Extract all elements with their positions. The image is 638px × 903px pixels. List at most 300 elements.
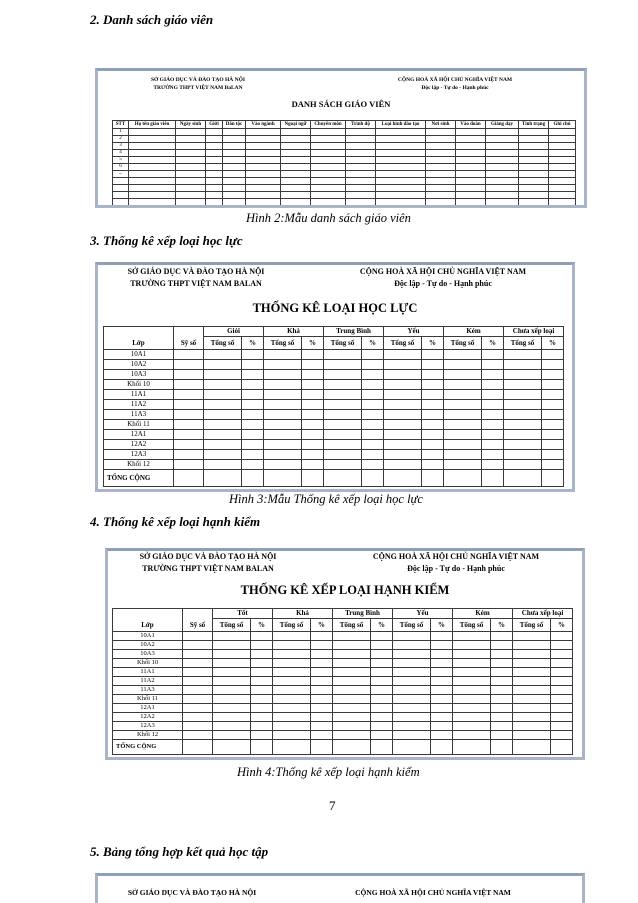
table-cell bbox=[213, 731, 251, 740]
table-row bbox=[113, 143, 576, 150]
table-cell bbox=[486, 192, 519, 199]
table-cell bbox=[281, 129, 311, 136]
table-row bbox=[113, 686, 573, 695]
table-cell bbox=[376, 150, 426, 157]
table-cell bbox=[223, 199, 246, 206]
table-cell bbox=[324, 460, 362, 470]
table-cell bbox=[456, 157, 486, 164]
table-cell bbox=[486, 178, 519, 185]
table-cell bbox=[246, 178, 281, 185]
table-cell bbox=[333, 713, 371, 722]
rank-group-header: Trung Bình bbox=[324, 327, 384, 337]
table-row bbox=[104, 350, 564, 360]
size-column-header: Sỹ số bbox=[183, 609, 213, 632]
table-cell bbox=[251, 677, 273, 686]
table-row bbox=[113, 632, 573, 641]
table-cell bbox=[174, 380, 204, 390]
table-cell bbox=[333, 632, 371, 641]
rank-group-header: Chưa xếp loại bbox=[504, 327, 564, 337]
table-cell bbox=[362, 430, 384, 440]
percent-subheader: % bbox=[482, 337, 504, 350]
table-cell bbox=[393, 650, 431, 659]
table-cell bbox=[273, 695, 311, 704]
table-cell bbox=[251, 731, 273, 740]
table-cell bbox=[242, 350, 264, 360]
class-label: 10A2 bbox=[113, 641, 183, 650]
table-cell bbox=[174, 470, 204, 487]
table-cell bbox=[223, 164, 246, 171]
class-label: Khối 12 bbox=[104, 460, 174, 470]
table-cell bbox=[482, 410, 504, 420]
table-cell bbox=[362, 440, 384, 450]
country-name: CỘNG HOÀ XÃ HỘI CHỦ NGHĨA VIỆT NAM bbox=[372, 552, 540, 561]
table-cell bbox=[206, 136, 223, 143]
table-cell bbox=[551, 641, 573, 650]
country-name: CỘNG HOÀ XÃ HỘI CHỦ NGHĨA VIỆT NAM bbox=[359, 267, 527, 276]
table-cell bbox=[176, 143, 206, 150]
page-number: 7 bbox=[329, 798, 336, 813]
table-cell bbox=[453, 722, 491, 731]
table-cell bbox=[453, 668, 491, 677]
table-row bbox=[104, 440, 564, 450]
table-cell bbox=[362, 410, 384, 420]
table-cell bbox=[491, 677, 513, 686]
column-header: Ngoại ngữ bbox=[281, 121, 311, 129]
table-cell bbox=[206, 157, 223, 164]
table-cell bbox=[246, 199, 281, 206]
table-cell bbox=[542, 390, 564, 400]
table-cell bbox=[422, 420, 444, 430]
table-cell bbox=[426, 136, 456, 143]
table-row bbox=[113, 659, 573, 668]
table-cell bbox=[456, 143, 486, 150]
table-cell bbox=[542, 360, 564, 370]
country-name: CỘNG HOÀ XÃ HỘI CHỦ NGHĨA VIỆT NAM bbox=[397, 77, 513, 83]
table-cell bbox=[333, 722, 371, 731]
table-cell bbox=[393, 722, 431, 731]
row-number: 6 bbox=[113, 164, 129, 171]
table-cell bbox=[513, 659, 551, 668]
table-row bbox=[113, 199, 576, 206]
table-cell bbox=[551, 704, 573, 713]
table-cell bbox=[204, 470, 242, 487]
table-cell bbox=[311, 659, 333, 668]
class-label: 12A2 bbox=[113, 713, 183, 722]
country-name: CỘNG HOÀ XÃ HỘI CHỦ NGHĨA VIỆT NAM bbox=[355, 888, 511, 897]
table-cell bbox=[362, 460, 384, 470]
row-number: 4 bbox=[113, 150, 129, 157]
row-number bbox=[113, 178, 129, 185]
table-cell bbox=[281, 136, 311, 143]
table-cell bbox=[213, 695, 251, 704]
table-row bbox=[113, 150, 576, 157]
table-cell bbox=[242, 450, 264, 460]
table-cell bbox=[242, 370, 264, 380]
column-header: Ghi chú bbox=[549, 121, 576, 129]
table-row bbox=[113, 136, 576, 143]
table-cell bbox=[346, 150, 376, 157]
table-cell bbox=[384, 440, 422, 450]
table-cell bbox=[542, 460, 564, 470]
table-cell bbox=[486, 129, 519, 136]
table-cell bbox=[129, 129, 176, 136]
table-cell bbox=[273, 731, 311, 740]
total-subheader: Tổng số bbox=[384, 337, 422, 350]
table-cell bbox=[311, 143, 346, 150]
section-2-heading: 2. Danh sách giáo viên bbox=[90, 12, 214, 27]
table-cell bbox=[371, 659, 393, 668]
table-cell bbox=[384, 390, 422, 400]
table-row bbox=[104, 450, 564, 460]
table-cell bbox=[264, 470, 302, 487]
table-cell bbox=[422, 370, 444, 380]
table-cell bbox=[333, 677, 371, 686]
school-name: TRƯỜNG THPT VIỆT NAM BALAN bbox=[142, 564, 274, 573]
table-cell bbox=[176, 157, 206, 164]
class-label: Khối 11 bbox=[104, 420, 174, 430]
table-row bbox=[113, 157, 576, 164]
table-row bbox=[104, 420, 564, 430]
table-cell bbox=[273, 740, 311, 755]
table-cell bbox=[129, 157, 176, 164]
academic-ranking-figure bbox=[95, 262, 575, 492]
table-cell bbox=[273, 686, 311, 695]
table-cell bbox=[491, 668, 513, 677]
total-subheader: Tổng số bbox=[324, 337, 362, 350]
table-cell bbox=[422, 400, 444, 410]
table-cell bbox=[324, 470, 362, 487]
class-label: 11A2 bbox=[104, 400, 174, 410]
table-cell bbox=[426, 150, 456, 157]
table-cell bbox=[346, 136, 376, 143]
motto: Độc lập - Tự do - Hạnh phúc bbox=[394, 279, 492, 288]
table-cell bbox=[513, 632, 551, 641]
table-cell bbox=[513, 677, 551, 686]
table-cell bbox=[504, 440, 542, 450]
table-cell bbox=[393, 704, 431, 713]
percent-subheader: % bbox=[302, 337, 324, 350]
table-cell bbox=[346, 178, 376, 185]
table-cell bbox=[393, 740, 431, 755]
table-cell bbox=[482, 450, 504, 460]
table-cell bbox=[426, 178, 456, 185]
table-cell bbox=[551, 659, 573, 668]
table-cell bbox=[213, 677, 251, 686]
percent-subheader: % bbox=[422, 337, 444, 350]
table-cell bbox=[384, 430, 422, 440]
table-cell bbox=[242, 430, 264, 440]
table-cell bbox=[311, 185, 346, 192]
rank-group-header: Kém bbox=[444, 327, 504, 337]
table-cell bbox=[324, 390, 362, 400]
percent-subheader: % bbox=[371, 619, 393, 632]
table-cell bbox=[422, 470, 444, 487]
department-name: SỞ GIÁO DỤC VÀ ĐÀO TẠO HÀ NỘI bbox=[127, 267, 265, 276]
table-cell bbox=[129, 171, 176, 178]
table-cell bbox=[251, 740, 273, 755]
table-cell bbox=[204, 380, 242, 390]
motto: Độc lập - Tự do - Hạnh phúc bbox=[407, 564, 505, 573]
table-cell bbox=[504, 470, 542, 487]
table-cell bbox=[491, 659, 513, 668]
table-cell bbox=[444, 410, 482, 420]
table-cell bbox=[542, 400, 564, 410]
table-cell bbox=[176, 178, 206, 185]
total-subheader: Tổng số bbox=[444, 337, 482, 350]
table-cell bbox=[491, 704, 513, 713]
table-cell bbox=[333, 704, 371, 713]
table-cell bbox=[281, 192, 311, 199]
table-cell bbox=[324, 430, 362, 440]
table-row bbox=[113, 695, 573, 704]
table-cell bbox=[456, 178, 486, 185]
table-cell bbox=[176, 171, 206, 178]
school-name: TRƯỜNG THPT VIỆT NAM BaLAN bbox=[153, 85, 243, 91]
class-column-header: Lớp bbox=[113, 609, 183, 632]
total-subheader: Tổng số bbox=[513, 619, 551, 632]
table-cell bbox=[431, 677, 453, 686]
table-cell bbox=[444, 430, 482, 440]
table-cell bbox=[371, 731, 393, 740]
table-cell bbox=[346, 164, 376, 171]
table-cell bbox=[376, 199, 426, 206]
table-cell bbox=[453, 740, 491, 755]
table-cell bbox=[362, 400, 384, 410]
table-cell bbox=[393, 731, 431, 740]
table-row bbox=[113, 171, 576, 178]
national-motto-block bbox=[353, 266, 533, 290]
table-cell bbox=[273, 650, 311, 659]
table-cell bbox=[281, 178, 311, 185]
percent-subheader: % bbox=[551, 619, 573, 632]
column-header: STT bbox=[113, 121, 129, 129]
table-cell bbox=[264, 450, 302, 460]
table-row bbox=[113, 722, 573, 731]
table-cell bbox=[311, 157, 346, 164]
table-cell bbox=[311, 199, 346, 206]
table-cell bbox=[302, 450, 324, 460]
table-cell bbox=[176, 129, 206, 136]
table-cell bbox=[311, 731, 333, 740]
table-cell bbox=[362, 450, 384, 460]
table-cell bbox=[519, 199, 549, 206]
table-cell bbox=[453, 695, 491, 704]
table-cell bbox=[371, 632, 393, 641]
table-cell bbox=[513, 650, 551, 659]
table-cell bbox=[444, 360, 482, 370]
figure-4-caption: Hình 4:Thống kê xếp loại hạnh kiểm bbox=[237, 765, 420, 779]
table-cell bbox=[393, 659, 431, 668]
table-cell bbox=[519, 164, 549, 171]
row-number bbox=[113, 199, 129, 206]
table-cell bbox=[426, 129, 456, 136]
table-cell bbox=[482, 440, 504, 450]
table-cell bbox=[504, 390, 542, 400]
row-number: 2 bbox=[113, 136, 129, 143]
table-cell bbox=[384, 380, 422, 390]
table-cell bbox=[486, 199, 519, 206]
table-cell bbox=[453, 677, 491, 686]
table-cell bbox=[551, 677, 573, 686]
table-cell bbox=[376, 192, 426, 199]
table-cell bbox=[206, 199, 223, 206]
results-summary-figure bbox=[95, 873, 585, 903]
total-subheader: Tổng số bbox=[273, 619, 311, 632]
class-label: 10A3 bbox=[113, 650, 183, 659]
table-cell bbox=[204, 420, 242, 430]
table-cell bbox=[264, 350, 302, 360]
table-cell bbox=[444, 400, 482, 410]
table-cell bbox=[456, 136, 486, 143]
table-cell bbox=[273, 659, 311, 668]
table-cell bbox=[246, 185, 281, 192]
table-cell bbox=[333, 641, 371, 650]
table-cell bbox=[213, 650, 251, 659]
table-cell bbox=[174, 390, 204, 400]
table-cell bbox=[456, 150, 486, 157]
table-cell bbox=[519, 192, 549, 199]
table-cell bbox=[486, 143, 519, 150]
table-cell bbox=[456, 129, 486, 136]
table-cell bbox=[513, 695, 551, 704]
table-cell bbox=[426, 199, 456, 206]
table-cell bbox=[513, 686, 551, 695]
table-cell bbox=[129, 143, 176, 150]
table-cell bbox=[213, 722, 251, 731]
rank-group-header: Yếu bbox=[393, 609, 453, 619]
table-cell bbox=[324, 370, 362, 380]
table-cell bbox=[431, 740, 453, 755]
table-cell bbox=[542, 450, 564, 460]
column-header: Trình độ bbox=[346, 121, 376, 129]
table-cell bbox=[431, 722, 453, 731]
table-cell bbox=[376, 136, 426, 143]
table-row bbox=[113, 731, 573, 740]
table-cell bbox=[542, 410, 564, 420]
table-cell bbox=[542, 440, 564, 450]
table-cell bbox=[519, 143, 549, 150]
table-cell bbox=[204, 440, 242, 450]
table-cell bbox=[273, 668, 311, 677]
table-cell bbox=[456, 171, 486, 178]
table-cell bbox=[504, 410, 542, 420]
table-cell bbox=[311, 704, 333, 713]
table-cell bbox=[302, 470, 324, 487]
table-cell bbox=[393, 668, 431, 677]
table-row bbox=[113, 704, 573, 713]
table-row bbox=[113, 129, 576, 136]
table-cell bbox=[431, 695, 453, 704]
table-header-row bbox=[113, 609, 573, 619]
table-cell bbox=[504, 370, 542, 380]
table-cell bbox=[549, 178, 576, 185]
table-cell bbox=[519, 136, 549, 143]
table-cell bbox=[551, 632, 573, 641]
table-cell bbox=[246, 164, 281, 171]
table-cell bbox=[206, 150, 223, 157]
table-cell bbox=[549, 171, 576, 178]
table-cell bbox=[311, 650, 333, 659]
row-number: 3 bbox=[113, 143, 129, 150]
table-cell bbox=[504, 450, 542, 460]
table-cell bbox=[311, 722, 333, 731]
table-cell bbox=[504, 460, 542, 470]
class-label: 10A3 bbox=[104, 370, 174, 380]
total-label: TỔNG CỘNG bbox=[104, 470, 174, 487]
table-cell bbox=[324, 450, 362, 460]
table-cell bbox=[486, 164, 519, 171]
table-cell bbox=[542, 430, 564, 440]
table-cell bbox=[174, 430, 204, 440]
table-cell bbox=[311, 632, 333, 641]
table-cell bbox=[324, 380, 362, 390]
total-subheader: Tổng số bbox=[264, 337, 302, 350]
class-label: Khối 12 bbox=[113, 731, 183, 740]
table-cell bbox=[223, 171, 246, 178]
class-label: 11A3 bbox=[104, 410, 174, 420]
table-cell bbox=[513, 704, 551, 713]
table-cell bbox=[183, 722, 213, 731]
class-label: 11A3 bbox=[113, 686, 183, 695]
table-cell bbox=[482, 380, 504, 390]
table-cell bbox=[346, 129, 376, 136]
table-cell bbox=[204, 400, 242, 410]
table-cell bbox=[482, 370, 504, 380]
table-cell bbox=[174, 350, 204, 360]
table-cell bbox=[264, 390, 302, 400]
table-cell bbox=[302, 400, 324, 410]
table-cell bbox=[302, 460, 324, 470]
table-cell bbox=[371, 650, 393, 659]
percent-subheader: % bbox=[251, 619, 273, 632]
class-label: 10A1 bbox=[104, 350, 174, 360]
table-cell bbox=[264, 370, 302, 380]
table-cell bbox=[422, 360, 444, 370]
table-cell bbox=[491, 650, 513, 659]
table-cell bbox=[183, 632, 213, 641]
table-cell bbox=[273, 713, 311, 722]
table-cell bbox=[491, 695, 513, 704]
table-cell bbox=[302, 380, 324, 390]
table-cell bbox=[264, 420, 302, 430]
percent-subheader: % bbox=[311, 619, 333, 632]
table-cell bbox=[281, 157, 311, 164]
table-row bbox=[104, 400, 564, 410]
table-cell bbox=[453, 650, 491, 659]
table-cell bbox=[333, 731, 371, 740]
table-cell bbox=[311, 164, 346, 171]
table-cell bbox=[431, 650, 453, 659]
table-cell bbox=[444, 440, 482, 450]
table-cell bbox=[384, 410, 422, 420]
table-cell bbox=[504, 350, 542, 360]
table-cell bbox=[129, 185, 176, 192]
table-cell bbox=[513, 668, 551, 677]
percent-subheader: % bbox=[242, 337, 264, 350]
table-cell bbox=[333, 695, 371, 704]
figure-2-caption: Hình 2:Mẫu danh sách giáo viên bbox=[246, 211, 411, 225]
table-cell bbox=[183, 650, 213, 659]
table-cell bbox=[426, 185, 456, 192]
table-row bbox=[104, 360, 564, 370]
table-cell bbox=[519, 150, 549, 157]
column-header: Loại hình đào tạo bbox=[376, 121, 426, 129]
table-cell bbox=[311, 686, 333, 695]
class-column-header: Lớp bbox=[104, 327, 174, 350]
table-cell bbox=[264, 460, 302, 470]
row-number: 5 bbox=[113, 157, 129, 164]
table-cell bbox=[482, 360, 504, 370]
